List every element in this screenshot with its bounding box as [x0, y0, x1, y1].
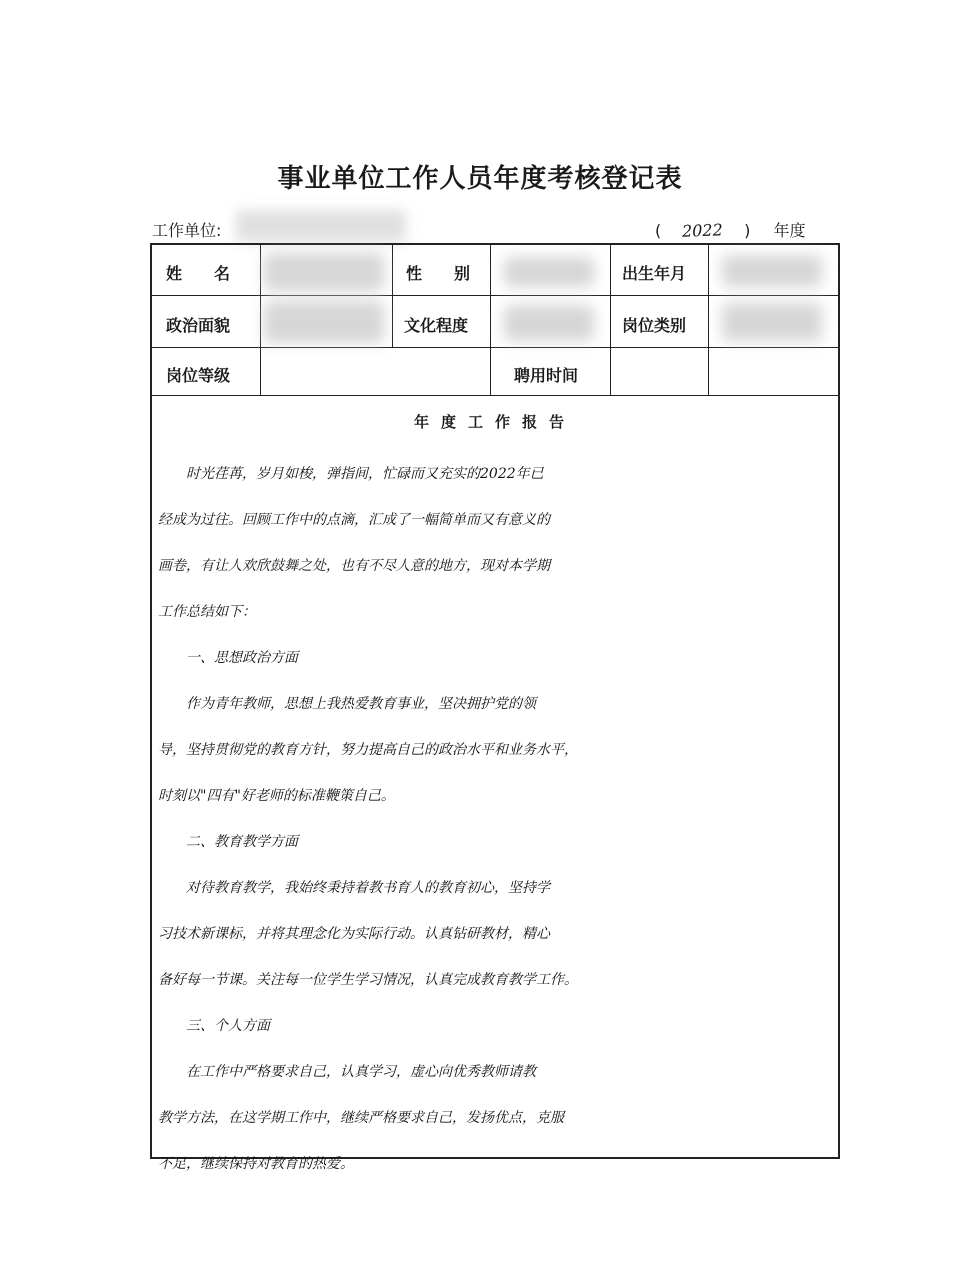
report-line: 教学方法，在这学期工作中，继续严格要求自己，发扬优点，克服 [158, 1110, 564, 1126]
annual-report-heading: 年度工作报告 [413, 413, 576, 431]
form-title: 事业单位工作人员年度考核登记表 [277, 164, 683, 194]
report-line: 时光荏苒，岁月如梭，弹指间，忙碌而又充实的2022年已 [158, 466, 544, 482]
name-label: 姓 名 [166, 264, 231, 283]
assessment-form-table [150, 243, 840, 1172]
col-divider [610, 245, 611, 395]
political-status-redacted [264, 301, 384, 343]
year-close-paren: ) [744, 221, 751, 240]
row-divider [152, 295, 838, 296]
report-line: 不足，继续保持对教育的热爱。 [158, 1156, 354, 1172]
report-line: 画卷，有让人欢欣鼓舞之处，也有不尽人意的地方，现对本学期 [158, 558, 550, 574]
year-open-paren: ( [655, 221, 662, 240]
report-section-heading: 三、个人方面 [158, 1018, 270, 1034]
education-redacted [504, 305, 594, 341]
row-divider [152, 347, 838, 348]
row-divider [152, 395, 838, 396]
report-line: 作为青年教师，思想上我热爱教育事业，坚决拥护党的领 [158, 696, 536, 712]
report-line: 导，坚持贯彻党的教育方针，努力提高自己的政治水平和业务水平， [158, 742, 578, 758]
birth-date-redacted [722, 255, 822, 287]
work-unit-redacted [236, 210, 406, 242]
year-value: 2022 [682, 220, 724, 241]
col-divider [708, 245, 709, 395]
report-line: 对待教育教学，我始终秉持着教书育人的教育初心，坚持学 [158, 880, 550, 896]
report-line: 备好每一节课。关注每一位学生学习情况，认真完成教育教学工作。 [158, 972, 578, 988]
political-status-label: 政治面貌 [166, 316, 231, 335]
report-section-heading: 一、思想政治方面 [158, 650, 298, 666]
report-line: 在工作中严格要求自己，认真学习，虚心向优秀教师请教 [158, 1064, 536, 1080]
name-redacted [264, 253, 384, 291]
report-line: 工作总结如下： [158, 604, 256, 620]
col-divider [260, 245, 261, 395]
birth-date-label: 出生年月 [622, 264, 687, 283]
gender-label: 性 别 [406, 264, 471, 283]
gender-redacted [504, 257, 594, 287]
col-divider [392, 245, 393, 347]
report-section-heading: 二、教育教学方面 [158, 834, 298, 850]
education-label: 文化程度 [404, 316, 469, 335]
report-line: 习技术新课标，并将其理念化为实际行动。认真钻研教材，精心 [158, 926, 550, 942]
post-type-redacted [722, 303, 822, 341]
report-line: 经成为过往。回顾工作中的点滴，汇成了一幅简单而又有意义的 [158, 512, 550, 528]
year-suffix: 年度 [773, 221, 806, 240]
work-unit-label: 工作单位: [152, 221, 222, 240]
hire-time-label: 聘用时间 [514, 366, 579, 385]
post-type-label: 岗位类别 [622, 316, 687, 335]
col-divider [490, 245, 491, 395]
form-header-line [152, 218, 842, 240]
post-level-label: 岗位等级 [166, 366, 231, 385]
assessment-year [655, 218, 806, 241]
report-line: 时刻以"四有"好老师的标准鞭策自己。 [158, 788, 395, 804]
